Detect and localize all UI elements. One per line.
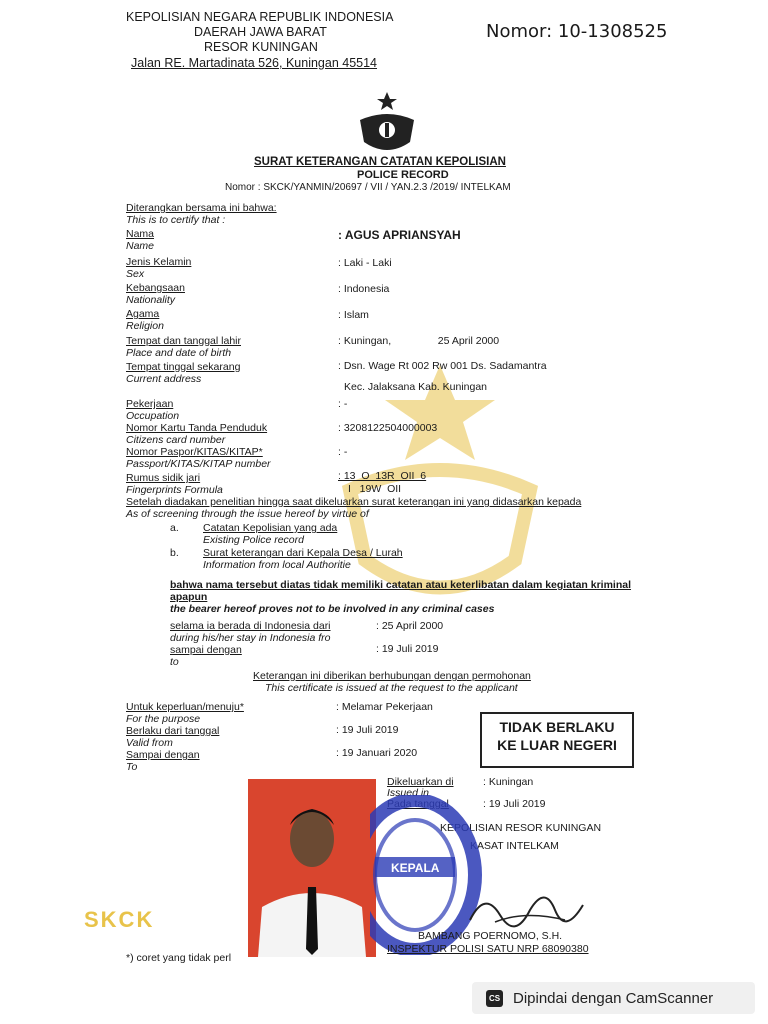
field-label-religion: Agama <box>126 308 160 320</box>
purpose-value: : Melamar Pekerjaan <box>336 701 433 713</box>
issued-in-label: Dikeluarkan di <box>387 776 454 788</box>
screening-en: As of screening through the issue hereof by virtue of <box>126 508 369 520</box>
header-line-1: KEPOLISIAN NEGARA REPUBLIK INDONESIA <box>126 10 394 24</box>
field-label-name: Nama <box>126 228 155 240</box>
signatory-line-2: KASAT INTELKAM <box>470 840 559 852</box>
issued-in-value: : Kuningan <box>483 776 534 788</box>
field-value-fingerprint: : 13 O 13R OII 6 <box>338 470 427 482</box>
valid-from-value: : 19 Juli 2019 <box>336 724 399 736</box>
field-sub-address: Current address <box>126 373 202 385</box>
valid-to-label: Sampai dengan <box>126 749 200 761</box>
field-sub-birth: Place and date of birth <box>126 347 232 359</box>
statement-id-2: apapun <box>170 591 208 603</box>
purpose-en: For the purpose <box>126 713 201 725</box>
field-label-address: Tempat tinggal sekarang <box>126 361 241 373</box>
valid-from-en: Valid from <box>126 737 173 749</box>
field-value-address: : Dsn. Wage Rt 002 Rw 001 Ds. Sadamantra <box>338 360 547 372</box>
purpose-label: Untuk keperluan/menuju* <box>126 701 244 713</box>
camscanner-icon: CS <box>486 990 503 1007</box>
header-line-3: RESOR KUNINGAN <box>204 40 318 54</box>
field-value-nationality: : Indonesia <box>338 283 390 295</box>
police-crest-icon <box>350 90 424 156</box>
field-label-passport: Nomor Paspor/KITAS/KITAP* <box>126 446 263 458</box>
field-label-occupation: Pekerjaan <box>126 398 174 410</box>
field-value-occupation: : - <box>338 398 348 410</box>
field-sub-nationality: Nationality <box>126 294 176 306</box>
applicant-photo <box>248 779 376 957</box>
statement-en: the bearer hereof proves not to be involved in any criminal cases <box>170 603 495 615</box>
statement-id-1: bahwa nama tersebut diatas tidak memiliki catatan atau keterlibatan dalam kegiatan kriminal <box>170 579 632 591</box>
field-value-fingerprint-2: I 19W OII <box>348 483 402 495</box>
intro-id: Diterangkan bersama ini bahwa: <box>126 202 277 214</box>
field-value-religion: : Islam <box>338 309 369 321</box>
signatory-name: BAMBANG POERNOMO, S.H. <box>418 930 563 942</box>
header-address: Jalan RE. Martadinata 526, Kuningan 45514 <box>131 56 378 70</box>
stay-to-en: to <box>170 656 179 668</box>
header-line-2: DAERAH JAWA BARAT <box>194 25 327 39</box>
document-title: SURAT KETERANGAN CATATAN KEPOLISIAN <box>254 156 506 168</box>
field-value-passport: : - <box>338 446 348 458</box>
signatory-line-1: KEPOLISIAN RESOR KUNINGAN <box>440 822 602 834</box>
notice-line-2: KE LUAR NEGERI <box>497 737 617 753</box>
camscanner-text: Dipindai dengan CamScanner <box>513 989 714 1007</box>
reference-number: Nomor : SKCK/YANMIN/20697 / VII / YAN.2.3 /2019/ INTELKAM <box>225 182 511 193</box>
screening-item-b: Surat keterangan dari Kepala Desa / Lurah <box>203 547 403 559</box>
screening-marker-b: b. <box>170 547 179 559</box>
screening-id: Setelah diadakan penelitian hingga saat dikeluarkan surat keterangan ini yang didasarkan kepada <box>126 496 582 508</box>
stay-to-label: sampai dengan <box>170 644 242 656</box>
field-value-address-2: Kec. Jalaksana Kab. Kuningan <box>344 381 488 393</box>
document-subtitle: POLICE RECORD <box>357 169 449 181</box>
field-sub-name: Name <box>126 240 155 252</box>
stay-from-label: selama ia berada di Indonesia dari <box>170 620 331 632</box>
notice-line-1: TIDAK BERLAKU <box>499 719 615 735</box>
stay-to-value: : 19 Juli 2019 <box>376 643 439 655</box>
field-sub-id-card: Citizens card number <box>126 434 226 446</box>
stay-from-value: : 25 April 2000 <box>376 620 444 632</box>
valid-from-label: Berlaku dari tanggal <box>126 725 220 737</box>
field-label-nationality: Kebangsaan <box>126 282 185 294</box>
camscanner-badge <box>472 982 755 1014</box>
field-label-sex: Jenis Kelamin <box>126 256 192 268</box>
skck-mark: SKCK <box>84 907 155 932</box>
field-sub-sex: Sex <box>126 268 145 280</box>
field-value-id-card: : 3208122504000003 <box>338 422 438 434</box>
field-label-birth: Tempat dan tanggal lahir <box>126 335 241 347</box>
field-value-birth: : Kuningan, 25 April 2000 <box>338 335 500 347</box>
screening-item-a: Catatan Kepolisian yang ada <box>203 522 338 534</box>
field-value-sex: : Laki - Laki <box>338 257 392 269</box>
signatory-rank: INSPEKTUR POLISI SATU NRP 68090380 <box>387 943 589 955</box>
intro-en: This is to certify that : <box>126 214 226 226</box>
issue-date-value: : 19 Juli 2019 <box>483 798 546 810</box>
screening-item-a-en: Existing Police record <box>203 534 304 546</box>
valid-to-en: To <box>126 761 138 773</box>
signature <box>465 880 585 930</box>
issue-date-label: Pada tanggal <box>387 798 449 810</box>
field-sub-fingerprint: Fingerprints Formula <box>126 484 223 496</box>
request-id: Keterangan ini diberikan berhubungan dengan permohonan <box>253 670 531 682</box>
field-sub-passport: Passport/KITAS/KITAP number <box>126 458 271 470</box>
stay-from-en: during his/her stay in Indonesia fro <box>170 632 331 644</box>
field-label-id-card: Nomor Kartu Tanda Penduduk <box>126 422 268 434</box>
request-en: This certificate is issued at the request to the applicant <box>265 682 518 694</box>
screening-item-b-en: Information from local Authoritie <box>203 559 351 571</box>
field-sub-occupation: Occupation <box>126 410 180 422</box>
field-sub-religion: Religion <box>126 320 164 332</box>
valid-to-value: : 19 Januari 2020 <box>336 747 418 759</box>
not-valid-abroad-box <box>480 712 634 768</box>
document-number: Nomor: 10-1308525 <box>486 21 668 42</box>
field-label-fingerprint: Rumus sidik jari <box>126 472 201 484</box>
issued-in-en: Issued in <box>387 787 430 799</box>
stamp-text: KEPALA <box>391 861 440 875</box>
screening-marker-a: a. <box>170 522 179 534</box>
footnote: *) coret yang tidak perl <box>126 952 232 964</box>
field-value-name: : AGUS APRIANSYAH <box>338 228 461 242</box>
